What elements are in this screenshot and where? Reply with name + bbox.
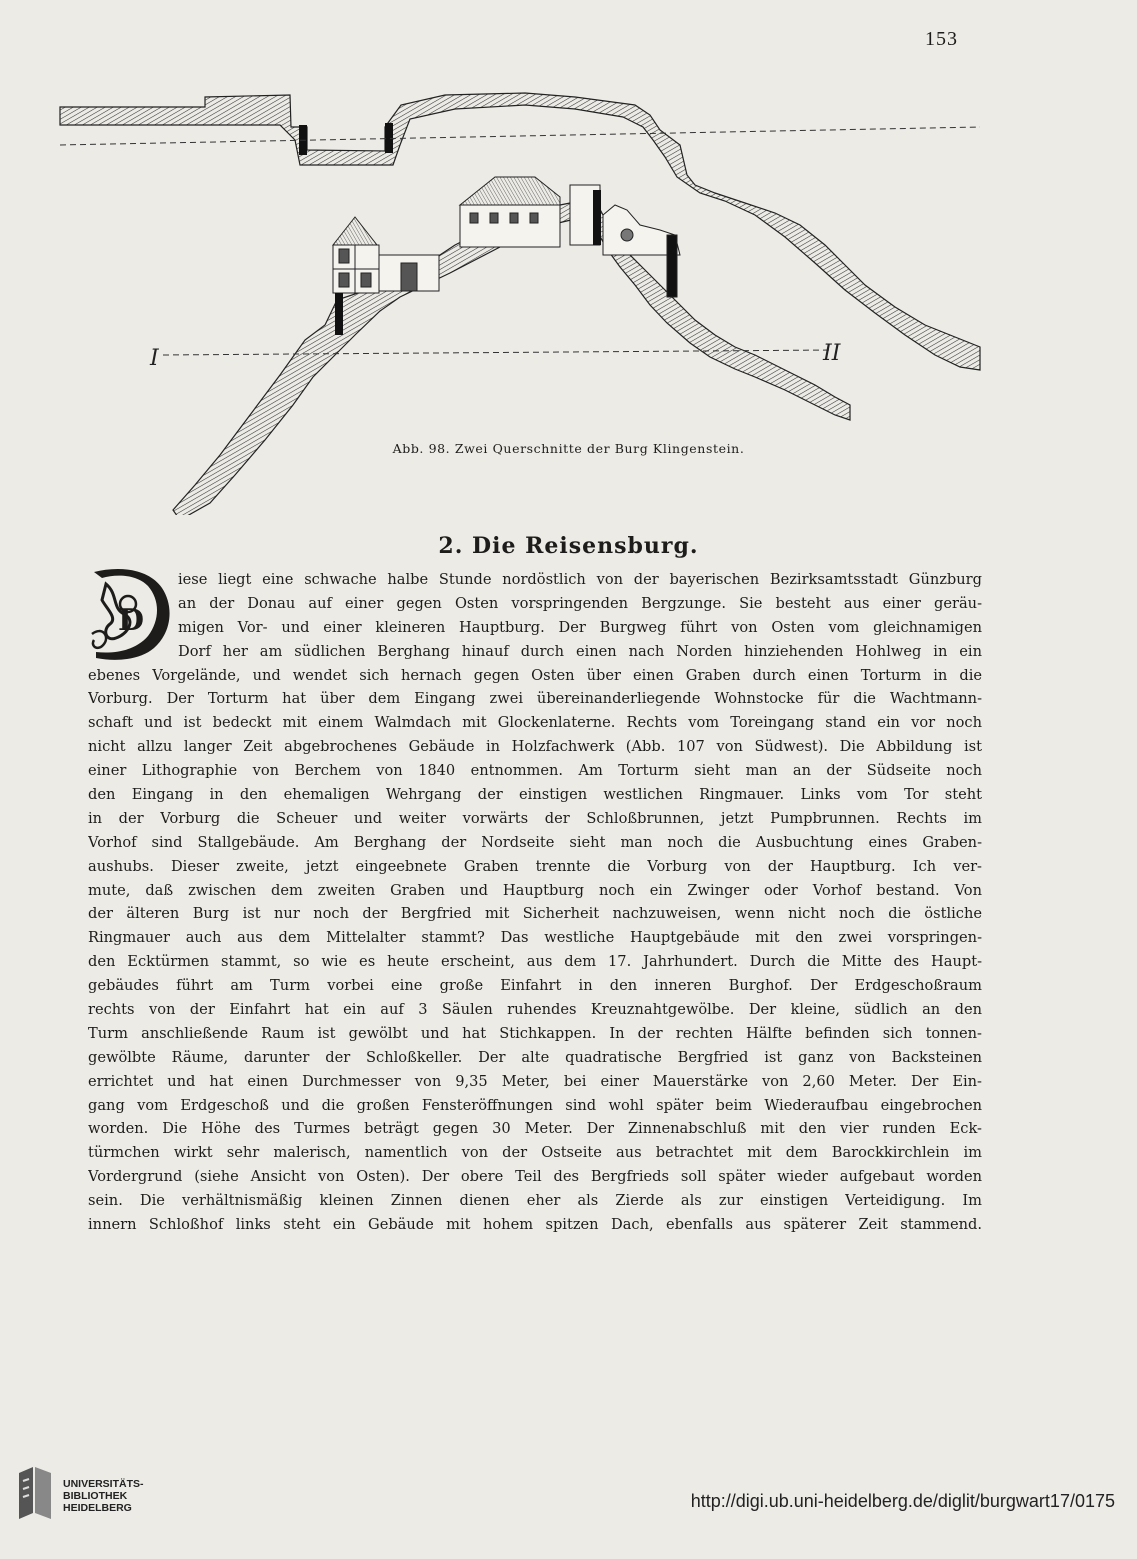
body-line: ebenes Vorgelände, und wendet sich hernach gegen Osten über einen Graben durch einen Torturm in die [88, 666, 982, 684]
body-text [88, 568, 982, 1237]
section-label-left: I [150, 346, 159, 371]
body-line: der älteren Burg ist nur noch der Bergfried mit Sicherheit nachzuweisen, wenn nicht noch die östliche [88, 905, 982, 923]
body-line: gewölbte Räume, darunter der Schloßkeller. Der alte quadratische Bergfried ist ganz von Backsteinen [88, 1048, 982, 1066]
section-label-right: II [823, 341, 841, 366]
main-building [460, 177, 560, 247]
figure-caption: Abb. 98. Zwei Querschnitte der Burg Klingenstein. [392, 441, 745, 456]
body-line: Vorburg. Der Torturm hat über dem Eingang zwei übereinanderliegende Wohnstocke für die Wachtmann- [88, 690, 982, 708]
body-line: mute, daß zwischen dem zweiten Graben und Hauptburg noch ein Zwinger oder Vorhof bestand. Von [88, 881, 982, 899]
logo-line-1: UNIVERSITÄTS- [63, 1478, 144, 1490]
courtyard-wall [379, 255, 439, 291]
library-logo[interactable] [15, 1467, 175, 1537]
body-line: Dorf her am südlichen Berghang hinauf durch einen nach Norden hinziehenden Hohlweg in ein [178, 642, 982, 660]
body-line: in der Vorburg die Scheuer und weiter vorwärts der Schloßbrunnen, jetzt Pumpbrunnen. Rechts im [88, 809, 982, 827]
body-line: türmchen wirkt sehr malerisch, namentlich von der Ostseite aus betrachtet mit dem Barockkirchlein im [88, 1144, 982, 1162]
body-line: innern Schloßhof links steht ein Gebäude mit hohem spitzen Dach, ebenfalls aus späterer Zeit stammend. [88, 1216, 982, 1234]
body-line: den Eingang in den ehemaligen Wehrgang der einstigen westlichen Ringmauer. Links vom Tor steht [88, 786, 982, 804]
gate-tower [333, 217, 379, 293]
lower-wall-left [335, 293, 343, 335]
body-line: rechts von der Einfahrt hat ein auf 3 Säulen ruhendes Kreuznahtgewölbe. Der kleine, südlich an den [88, 1001, 982, 1019]
body-line: gebäudes führt am Turm vorbei eine große Einfahrt in den inneren Burghof. Der Erdgeschoßraum [88, 977, 982, 995]
section-heading: 2. Die Reisensburg. [438, 533, 699, 559]
initial-letter: D [118, 603, 145, 638]
body-line: errichtet und hat einen Durchmesser von 9,35 Meter, bei einer Mauerstärke von 2,60 Meter. Der Ein- [88, 1072, 982, 1090]
body-line: worden. Die Höhe des Turmes beträgt gegen 30 Meter. Der Zinnenabschluß mit den vier runden Eck- [88, 1120, 982, 1138]
body-line: Ringmauer auch aus dem Mittelalter stammt? Das westliche Hauptgebäude mit den zwei vorspringen- [88, 929, 982, 947]
library-logo-icon [15, 1467, 55, 1519]
body-line: Vordergrund (siehe Ansicht von Osten). Der obere Teil des Bergfrieds soll später wieder aufgebaut worden [88, 1168, 982, 1186]
body-line: iese liegt eine schwache halbe Stunde nordöstlich von der bayerischen Bezirksamtsstadt Günzburg [178, 571, 982, 588]
body-line: einer Lithographie von Berchem von 1840 entnommen. Am Torturm sieht man an der Südseite noch [88, 762, 982, 780]
page-number: 153 [925, 28, 958, 50]
body-line: an der Donau auf einer gegen Osten vorspringenden Bergzunge. Sie besteht aus einer geräu- [178, 594, 982, 612]
body-line: gang vom Erdgeschoß und die großen Fensteröffnungen sind wohl später beim Wiederaufbau eingebrochen [88, 1096, 982, 1114]
body-line: sein. Die verhältnismäßig kleinen Zinnen dienen eher als Zierde als zur einstigen Verteidigung. Im [88, 1192, 982, 1210]
body-line: Vorhof sind Stallgebäude. Am Berghang der Nordseite sieht man noch die Ausbuchtung eines Graben- [88, 833, 982, 851]
logo-line-3: HEIDELBERG [63, 1502, 132, 1514]
library-logo-text [63, 1478, 144, 1514]
body-line: migen Vor- und einer kleineren Hauptburg. Der Burgweg führt von Osten vom gleichnamigen [178, 618, 982, 636]
keep-wall [593, 190, 601, 245]
body-line: Turm anschließende Raum ist gewölbt und hat Stichkappen. In der rechten Hälfte befinden sich tonnen- [88, 1024, 982, 1042]
upper-wall-right [385, 123, 393, 153]
logo-line-2: BIBLIOTHEK [63, 1490, 128, 1502]
body-line: den Ecktürmen stammt, so wie es heute erscheint, aus dem 17. Jahrhundert. Durch die Mitte des Haupt- [88, 953, 982, 971]
upper-dashed-line [60, 127, 980, 145]
body-line: nicht allzu langer Zeit abgebrochenes Gebäude in Holzfachwerk (Abb. 107 von Südwest). Die Abbildung ist [88, 738, 982, 756]
permalink-url[interactable]: http://digi.ub.uni-heidelberg.de/diglit/burgwart17/0175 [690, 1491, 1115, 1511]
body-line: aushubs. Dieser zweite, jetzt eingeebnete Graben trennte die Vorburg von der Hauptburg. Ich ver- [88, 857, 982, 875]
body-line: schaft und ist bedeckt mit einem Walmdach mit Glockenlaterne. Rechts vom Toreingang stand ein vor noch [88, 714, 982, 732]
